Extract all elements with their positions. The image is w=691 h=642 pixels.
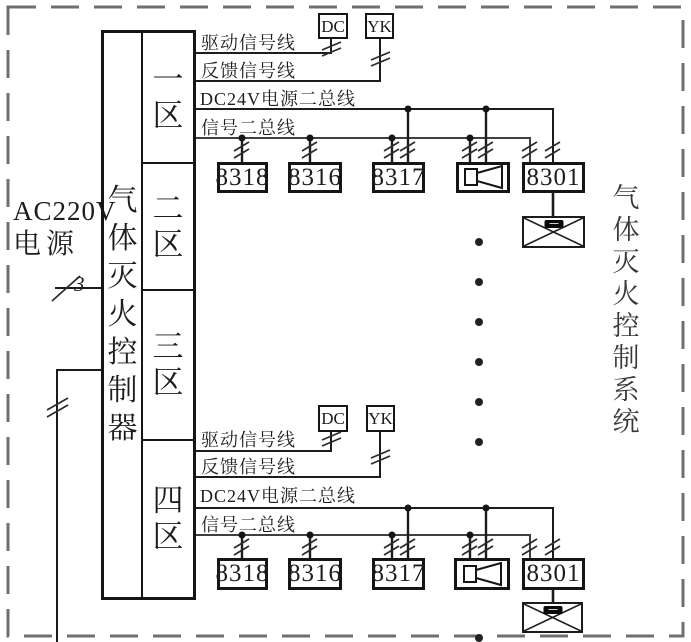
zone-label-3: 三区 [152, 329, 184, 400]
sounder-horn-icon [459, 562, 505, 587]
yk-module-2 [366, 405, 395, 432]
crossed-box-discharge-icon-1 [522, 216, 585, 248]
zone-cell-3 [143, 291, 193, 441]
dc-module-1 [318, 13, 348, 39]
yk-module-1 [365, 13, 394, 39]
controller-output-wire [57, 370, 101, 642]
feedback-signal-label-2: 反馈信号线 [201, 457, 296, 477]
dc24v-bus-label-2: DC24V电源二总线 [200, 486, 357, 506]
device-8316-1: 8316 [288, 162, 342, 193]
zone-label-1: 一区 [152, 61, 184, 133]
wire-count-label: 3 [74, 272, 85, 296]
device-8318-1: 8318 [217, 162, 268, 193]
dc24v-bus-label-1: DC24V电源二总线 [200, 89, 357, 109]
controller-label-column [104, 33, 143, 597]
signal-bus-label-2: 信号二总线 [201, 515, 296, 535]
zone-column [143, 33, 193, 597]
feedback-signal-label-1: 反馈信号线 [201, 61, 296, 81]
controller-box [101, 30, 196, 600]
dc-module-label: DC [321, 16, 345, 36]
yk-module-label: YK [367, 16, 392, 36]
signal-bus-label-1: 信号二总线 [201, 118, 296, 138]
zone-label-2: 二区 [152, 190, 184, 262]
zone-cell-4 [143, 441, 193, 597]
sounder-horn-icon [460, 165, 506, 190]
zone-cell-2 [143, 164, 193, 291]
yk-module-label: YK [368, 409, 393, 428]
drive-signal-label-1: 驱动信号线 [201, 33, 296, 53]
drive-signal-label-2: 驱动信号线 [201, 430, 296, 450]
device-8318-2: 8318 [217, 558, 268, 590]
system-title: 气体灭火控制系统 [612, 183, 640, 437]
power-source-text: 电源 [13, 229, 80, 260]
controller-label: 气体灭火控制器 [107, 184, 138, 445]
crossed-box-discharge-icon-2 [522, 602, 583, 633]
power-voltage-text: AC220V [13, 196, 117, 226]
dc-module-2 [318, 405, 348, 432]
discharge-nozzle-bar [543, 606, 562, 614]
discharge-nozzle-bar [544, 220, 563, 228]
zone-label-4: 四区 [152, 483, 184, 554]
device-sounder-1 [456, 162, 510, 193]
device-8301-2: 8301 [522, 558, 585, 590]
device-8316-2: 8316 [288, 558, 342, 590]
device-8317-2: 8317 [372, 558, 425, 590]
dc-module-label: DC [321, 409, 345, 428]
device-8301-1: 8301 [522, 162, 585, 193]
device-8317-1: 8317 [372, 162, 425, 193]
zone-cell-1 [143, 33, 193, 164]
device-sounder-2 [454, 558, 510, 590]
